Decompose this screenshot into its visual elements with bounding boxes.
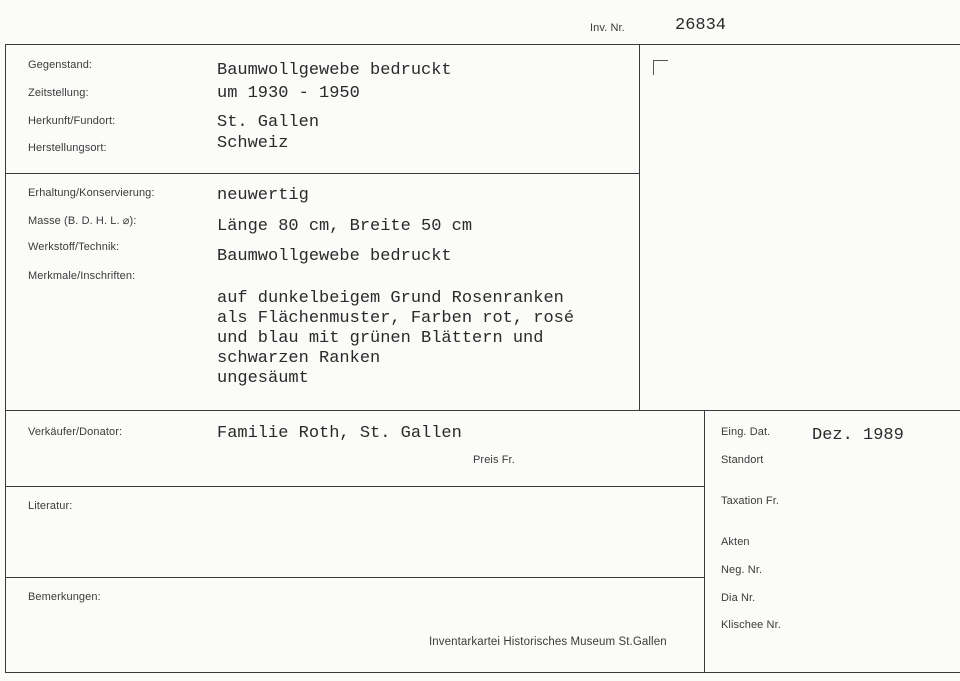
werkstoff-value: Baumwollgewebe bedruckt xyxy=(217,247,452,266)
divider-acquisition xyxy=(5,486,704,487)
divider-left xyxy=(5,44,6,672)
divider-literatur xyxy=(5,577,704,578)
divider-image-area xyxy=(639,44,640,410)
divider-bottom xyxy=(5,672,960,673)
gegenstand-value: Baumwollgewebe bedruckt xyxy=(217,61,452,80)
merkmale-label: Merkmale/Inschriften: xyxy=(28,270,136,282)
eing-dat-label: Eing. Dat. xyxy=(721,426,771,438)
taxation-label: Taxation Fr. xyxy=(721,495,780,507)
herstellungsort-label: Herstellungsort: xyxy=(28,142,107,154)
herkunft-value: St. Gallen xyxy=(217,113,320,132)
masse-value: Länge 80 cm, Breite 50 cm xyxy=(217,217,473,236)
akten-label: Akten xyxy=(721,536,750,548)
inv-nr-label: Inv. Nr. xyxy=(590,22,625,34)
herkunft-label: Herkunft/Fundort: xyxy=(28,115,116,127)
divider-condition xyxy=(5,410,960,411)
herstellungsort-value: Schweiz xyxy=(217,134,289,153)
inv-nr-value: 26834 xyxy=(675,16,727,35)
preis-label: Preis Fr. xyxy=(473,454,515,466)
neg-nr-label: Neg. Nr. xyxy=(721,564,763,576)
bemerkungen-label: Bemerkungen: xyxy=(28,591,101,603)
erhaltung-label: Erhaltung/Konservierung: xyxy=(28,187,155,199)
merkmale-value: auf dunkelbeigem Grund Rosenranken als Flächenmuster, Farben rot, rosé und blau mit grünen Blättern und schwarzen Ranken ungesäumt xyxy=(217,289,575,388)
gegenstand-label: Gegenstand: xyxy=(28,59,93,71)
verkaeufer-value: Familie Roth, St. Gallen xyxy=(217,424,462,443)
divider-top xyxy=(5,44,960,45)
eing-dat-value: Dez. 1989 xyxy=(812,426,904,445)
standort-label: Standort xyxy=(721,454,764,466)
divider-side-panel xyxy=(704,410,705,672)
klischee-nr-label: Klischee Nr. xyxy=(721,619,781,631)
literatur-label: Literatur: xyxy=(28,500,73,512)
werkstoff-label: Werkstoff/Technik: xyxy=(28,241,120,253)
footer-text: Inventarkartei Historisches Museum St.Gallen xyxy=(429,636,667,648)
divider-object xyxy=(5,173,639,174)
zeitstellung-label: Zeitstellung: xyxy=(28,87,89,99)
dia-nr-label: Dia Nr. xyxy=(721,592,756,604)
zeitstellung-value: um 1930 - 1950 xyxy=(217,84,360,103)
photo-corner-mark xyxy=(653,60,668,75)
erhaltung-value: neuwertig xyxy=(217,186,309,205)
masse-label: Masse (B. D. H. L. ⌀): xyxy=(28,215,137,227)
verkaeufer-label: Verkäufer/Donator: xyxy=(28,426,123,438)
